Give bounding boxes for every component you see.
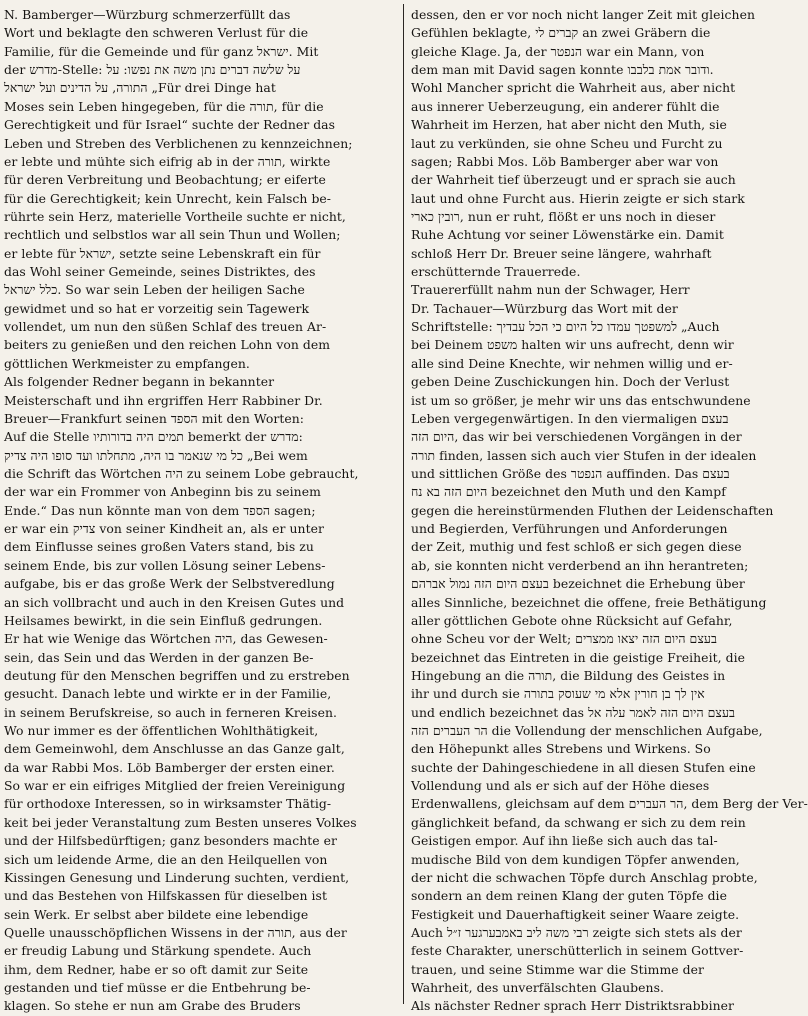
text-line: an sich vollbracht und auch in den Kreisen Gutes und (4, 594, 345, 610)
text-line: Leben und Streben des Verblichenen zu kennzeichnen; (4, 135, 353, 151)
text-line: schloß Herr Dr. Breuer seine längere, wahrhaft (411, 245, 712, 261)
text-line: Breuer—Frankfurt seinen הספד mit den Worten: (4, 410, 305, 426)
text-line: ihr und durch sie אין לך בן חורין אלא מי שעוסק בתורה (411, 686, 705, 702)
text-line: ihm, dem Redner, habe er so oft damit zur Seite (4, 961, 309, 977)
text-line: dem Einflusse seines großen Vaters stand, bis zu (4, 539, 314, 555)
text-line: So war er ein eifriges Mitglied der freien Vereinigung (4, 778, 346, 794)
text-line: und der Hilfsbedürftigen; ganz besonders machte er (4, 833, 337, 849)
text-line: erschütternde Trauerrede. (411, 264, 581, 280)
text-line: sagen; Rabbi Mos. Löb Bamberger aber war von (411, 153, 719, 169)
text-line: sich um leidende Arme, die an den Heilquellen von (4, 851, 328, 867)
text-line: rührte sein Herz, materielle Vortheile suchte er nicht, (4, 208, 346, 224)
text-line: gleiche Klage. Ja, der הנפטר war ein Mann, von (411, 43, 705, 59)
text-line: Wort und beklagte den schweren Verlust für die (4, 25, 309, 41)
text-line: gesucht. Danach lebte und wirkte er in der Familie, (4, 686, 332, 702)
text-line: klagen. So stehe er nun am Grabe des Bruders (4, 998, 301, 1014)
text-line: die Schrift das Wörtchen היה zu seinem Lobe gebraucht, (4, 465, 359, 481)
text-line: rechtlich und selbstlos war all sein Thun und Wollen; (4, 227, 341, 243)
text-line: der מדרש-Stelle: על שלשה דברים נתן משה את נפשו: על (4, 62, 301, 78)
text-line: der war ein Frommer von Anbeginn bis zu seinem (4, 484, 321, 500)
text-line: Moses sein Leben hingegeben, für die תורה, für die (4, 98, 324, 114)
text-line: Trauererfüllt nahm nun der Schwager, Herr (411, 282, 690, 298)
text-line: Wohl Mancher spricht die Wahrheit aus, aber nicht (411, 80, 736, 96)
text-line: feste Charakter, unerschütterlich in seinem Gottver- (411, 943, 744, 959)
text-line: Erdenwallens, gleichsam auf dem הר העברים, dem Berg der Ver- (411, 796, 808, 812)
text-line: da war Rabbi Mos. Löb Bamberger der ersten einer. (4, 759, 335, 775)
text-line: der nicht die schwachen Töpfe durch Anschlag probte, (411, 869, 758, 885)
text-line: gänglichkeit befand, da schwang er sich zu dem rein (411, 814, 746, 830)
text-line: vollendet, um nun den süßen Schlaf des treuen Ar- (4, 319, 327, 335)
text-line: er lebte und mühte sich eifrig ab in der תורה, wirkte (4, 153, 331, 169)
text-line: alles Sinnliche, bezeichnet die offene, freie Bethätigung (411, 594, 767, 610)
text-line: Vollendung und als er sich auf der Höhe dieses (411, 778, 710, 794)
left-column (4, 6, 397, 1014)
text-line: göttlichen Werkmeister zu empfangen. (4, 355, 250, 371)
text-line: Auf die Stelle תמים היה בדורותיו bemerkt der מדרש: (4, 429, 303, 445)
text-line: Ruhe Achtung vor seiner Löwenstärke ein. Damit (411, 227, 724, 243)
text-line: geben Deine Zuschickungen hin. Doch der Verlust (411, 374, 730, 390)
text-line: Er hat wie Wenige das Wörtchen היה, das Gewesen- (4, 631, 328, 647)
text-line: Meisterschaft und ihn ergriffen Herr Rabbiner Dr. (4, 392, 323, 408)
text-line: und das Bestehen von Hilfskassen für dieselben ist (4, 888, 327, 904)
text-line: und endlich bezeichnet das בעצם היום הזה לאמר עלה אל (411, 704, 736, 720)
text-line: deutung für den Menschen begriffen und zu erstreben (4, 667, 350, 683)
text-line: aus innerer Ueberzeugung, ein anderer fühlt die (411, 98, 720, 114)
text-line: seinem Ende, bis zur vollen Lösung seiner Lebens- (4, 557, 326, 573)
column-divider (403, 4, 404, 1004)
text-line: Wahrheit, des unverfälschten Glaubens. (411, 980, 664, 996)
text-line: aller göttlichen Gebote ohne Rücksicht auf Gefahr, (411, 612, 733, 628)
text-line: sondern an dem reinen Klang der guten Töpfe die (411, 888, 727, 904)
text-line: N. Bamberger—Würzburg schmerzerfüllt das (4, 7, 291, 22)
text-line: dem man mit David sagen konnte ודובר אמת בלבבו. (411, 62, 714, 78)
text-line: הר העברים הזה die Vollendung der menschlichen Aufgabe, (411, 723, 763, 739)
text-line: gegen die hereinstürmenden Fluthen der Leidenschaften (411, 502, 774, 518)
text-line: gewidmet und so hat er vorzeitig sein Tagewerk (4, 300, 310, 316)
text-line: Festigkeit und Dauerhaftigkeit seiner Waare zeigte. (411, 906, 740, 922)
text-line: und sittlichen Größe des הנפטר auffinden. Das בעצם (411, 465, 730, 481)
text-line: bei Deinem משפט halten wir uns aufrecht, denn wir (411, 337, 734, 353)
text-line: mudische Bild von dem kundigen Töpfer anwenden, (411, 851, 740, 867)
text-line: dem Gemeinwohl, dem Anschlusse an das Ganze galt, (4, 741, 345, 757)
text-line: היום הזה בא נח bezeichnet den Muth und den Kampf (411, 484, 726, 500)
text-line: התורה, על הדינים ועל ישראל „Für drei Dinge hat (4, 80, 276, 96)
text-line: sein Werk. Er selbst aber bildete eine lebendige (4, 906, 309, 922)
text-line: gestanden und tief müsse er die Entbehrung be- (4, 980, 311, 996)
text-line: dessen, den er vor noch nicht langer Zeit mit gleichen (411, 7, 755, 22)
text-line: Familie, für die Gemeinde und für ganz ישראל. Mit (4, 43, 319, 59)
text-line: der Zeit, muthig und fest schloß er sich gegen diese (411, 539, 742, 555)
text-line: Gefühlen beklagte, קברים לי an zwei Gräbern die (411, 25, 711, 41)
text-line: das Wohl seiner Gemeinde, seines Distriktes, des (4, 264, 316, 280)
text-line: Wahrheit im Herzen, hat aber nicht den Muth, sie (411, 117, 727, 133)
text-line: er lebte für ישראל, setzte seine Lebenskraft ein für (4, 245, 321, 261)
text-line: der Wahrheit tief überzeugt und er sprach sie auch (411, 172, 736, 188)
text-line: aufgabe, bis er das große Werk der Selbstveredlung (4, 576, 335, 592)
text-line: Geistigen empor. Auf ihn ließe sich auch das tal- (411, 833, 718, 849)
text-line: בעצם היום הזה נמול אברהם bezeichnet die Erhebung über (411, 576, 745, 592)
text-line: alle sind Deine Knechte, wir nehmen willig und er- (411, 355, 733, 371)
text-line: Dr. Tachauer—Würzburg das Wort mit der (411, 300, 678, 316)
text-line: Quelle unausschöpflichen Wissens in der תורה, aus der (4, 924, 347, 940)
text-line: laut und ohne Furcht aus. Hierin zeigte er sich stark (411, 190, 745, 206)
text-line: für die Gerechtigkeit; kein Unrecht, kein Falsch be- (4, 190, 332, 206)
text-line: Schriftstelle: למשפטך עמדו כל היום כי הכל עבדיך „Auch (411, 319, 720, 335)
text-line: laut zu verkünden, sie ohne Scheu und Furcht zu (411, 135, 723, 151)
text-line: Kissingen Genesung und Linderung suchten, verdient, (4, 869, 350, 885)
text-line: keit bei jeder Veranstaltung zum Besten unseres Volkes (4, 814, 357, 830)
text-line: Wo nur immer es der öffentlichen Wohlthätigkeit, (4, 723, 319, 739)
text-line: Als folgender Redner begann in bekannter (4, 374, 275, 390)
text-line: in seinem Berufskreise, so auch in ferneren Kreisen. (4, 704, 337, 720)
text-line: Ende.“ Das nun könnte man von dem הספד sagen; (4, 502, 316, 518)
text-line: כל מי שנאמר בו היה, מתחלתו ועד סופו היה צדיק „Bei wem (4, 447, 308, 463)
text-line: Gerechtigkeit und für Israel“ suchte der Redner das (4, 117, 336, 133)
text-line: suchte der Dahingeschiedene in all diesen Stufen eine (411, 759, 756, 775)
text-line: רובין כארי, nun er ruht, flößt er uns noch in dieser (411, 208, 716, 224)
text-line: und Begierden, Verführungen und Anforderungen (411, 521, 728, 537)
text-line: für deren Verbreitung und Beobachtung; er eiferte (4, 172, 326, 188)
text-line: ohne Scheu vor der Welt; בעצם היום הזה יצאו ממצרים (411, 631, 717, 647)
text-line: den Höhepunkt alles Strebens und Wirkens. So (411, 741, 711, 757)
text-line: beiters zu genießen und den reichen Lohn von dem (4, 337, 331, 353)
text-line: Hingebung an die תורה, die Bildung des Geistes in (411, 667, 726, 683)
text-line: ist um so größer, je mehr wir uns das entschwundene (411, 392, 751, 408)
text-line: Leben vergegenwärtigen. In den viermaligen בעצם (411, 410, 729, 426)
text-line: sein, das Sein und das Werden in der ganzen Be- (4, 649, 314, 665)
text-line: bezeichnet das Eintreten in die geistige Freiheit, die (411, 649, 745, 665)
text-line: ab, sie konnten nicht verderbend an ihn herantreten; (411, 557, 749, 573)
text-line: er freudig Labung und Stärkung spendete. Auch (4, 943, 312, 959)
text-line: Als nächster Redner sprach Herr Distriktsrabbiner (411, 998, 734, 1014)
right-column (411, 6, 808, 1014)
text-line: für orthodoxe Interessen, so in wirksamster Thätig- (4, 796, 332, 812)
text-line: er war ein צדיק von seiner Kindheit an, als er unter (4, 521, 324, 537)
text-line: Auch רבי משה ליב באמבערגער ז״ל zeigte sich stets als der (411, 924, 742, 940)
text-line: היום הזה, das wir bei verschiedenen Vorgängen in der (411, 429, 742, 445)
text-line: Heilsames bewirkt, in die sein Einfluß gedrungen. (4, 612, 323, 628)
text-line: trauen, und seine Stimme war die Stimme der (411, 961, 704, 977)
text-line: תורה finden, lassen sich auch vier Stufen in der idealen (411, 447, 757, 463)
text-line: כלל ישראל. So war sein Leben der heiligen Sache (4, 282, 305, 298)
